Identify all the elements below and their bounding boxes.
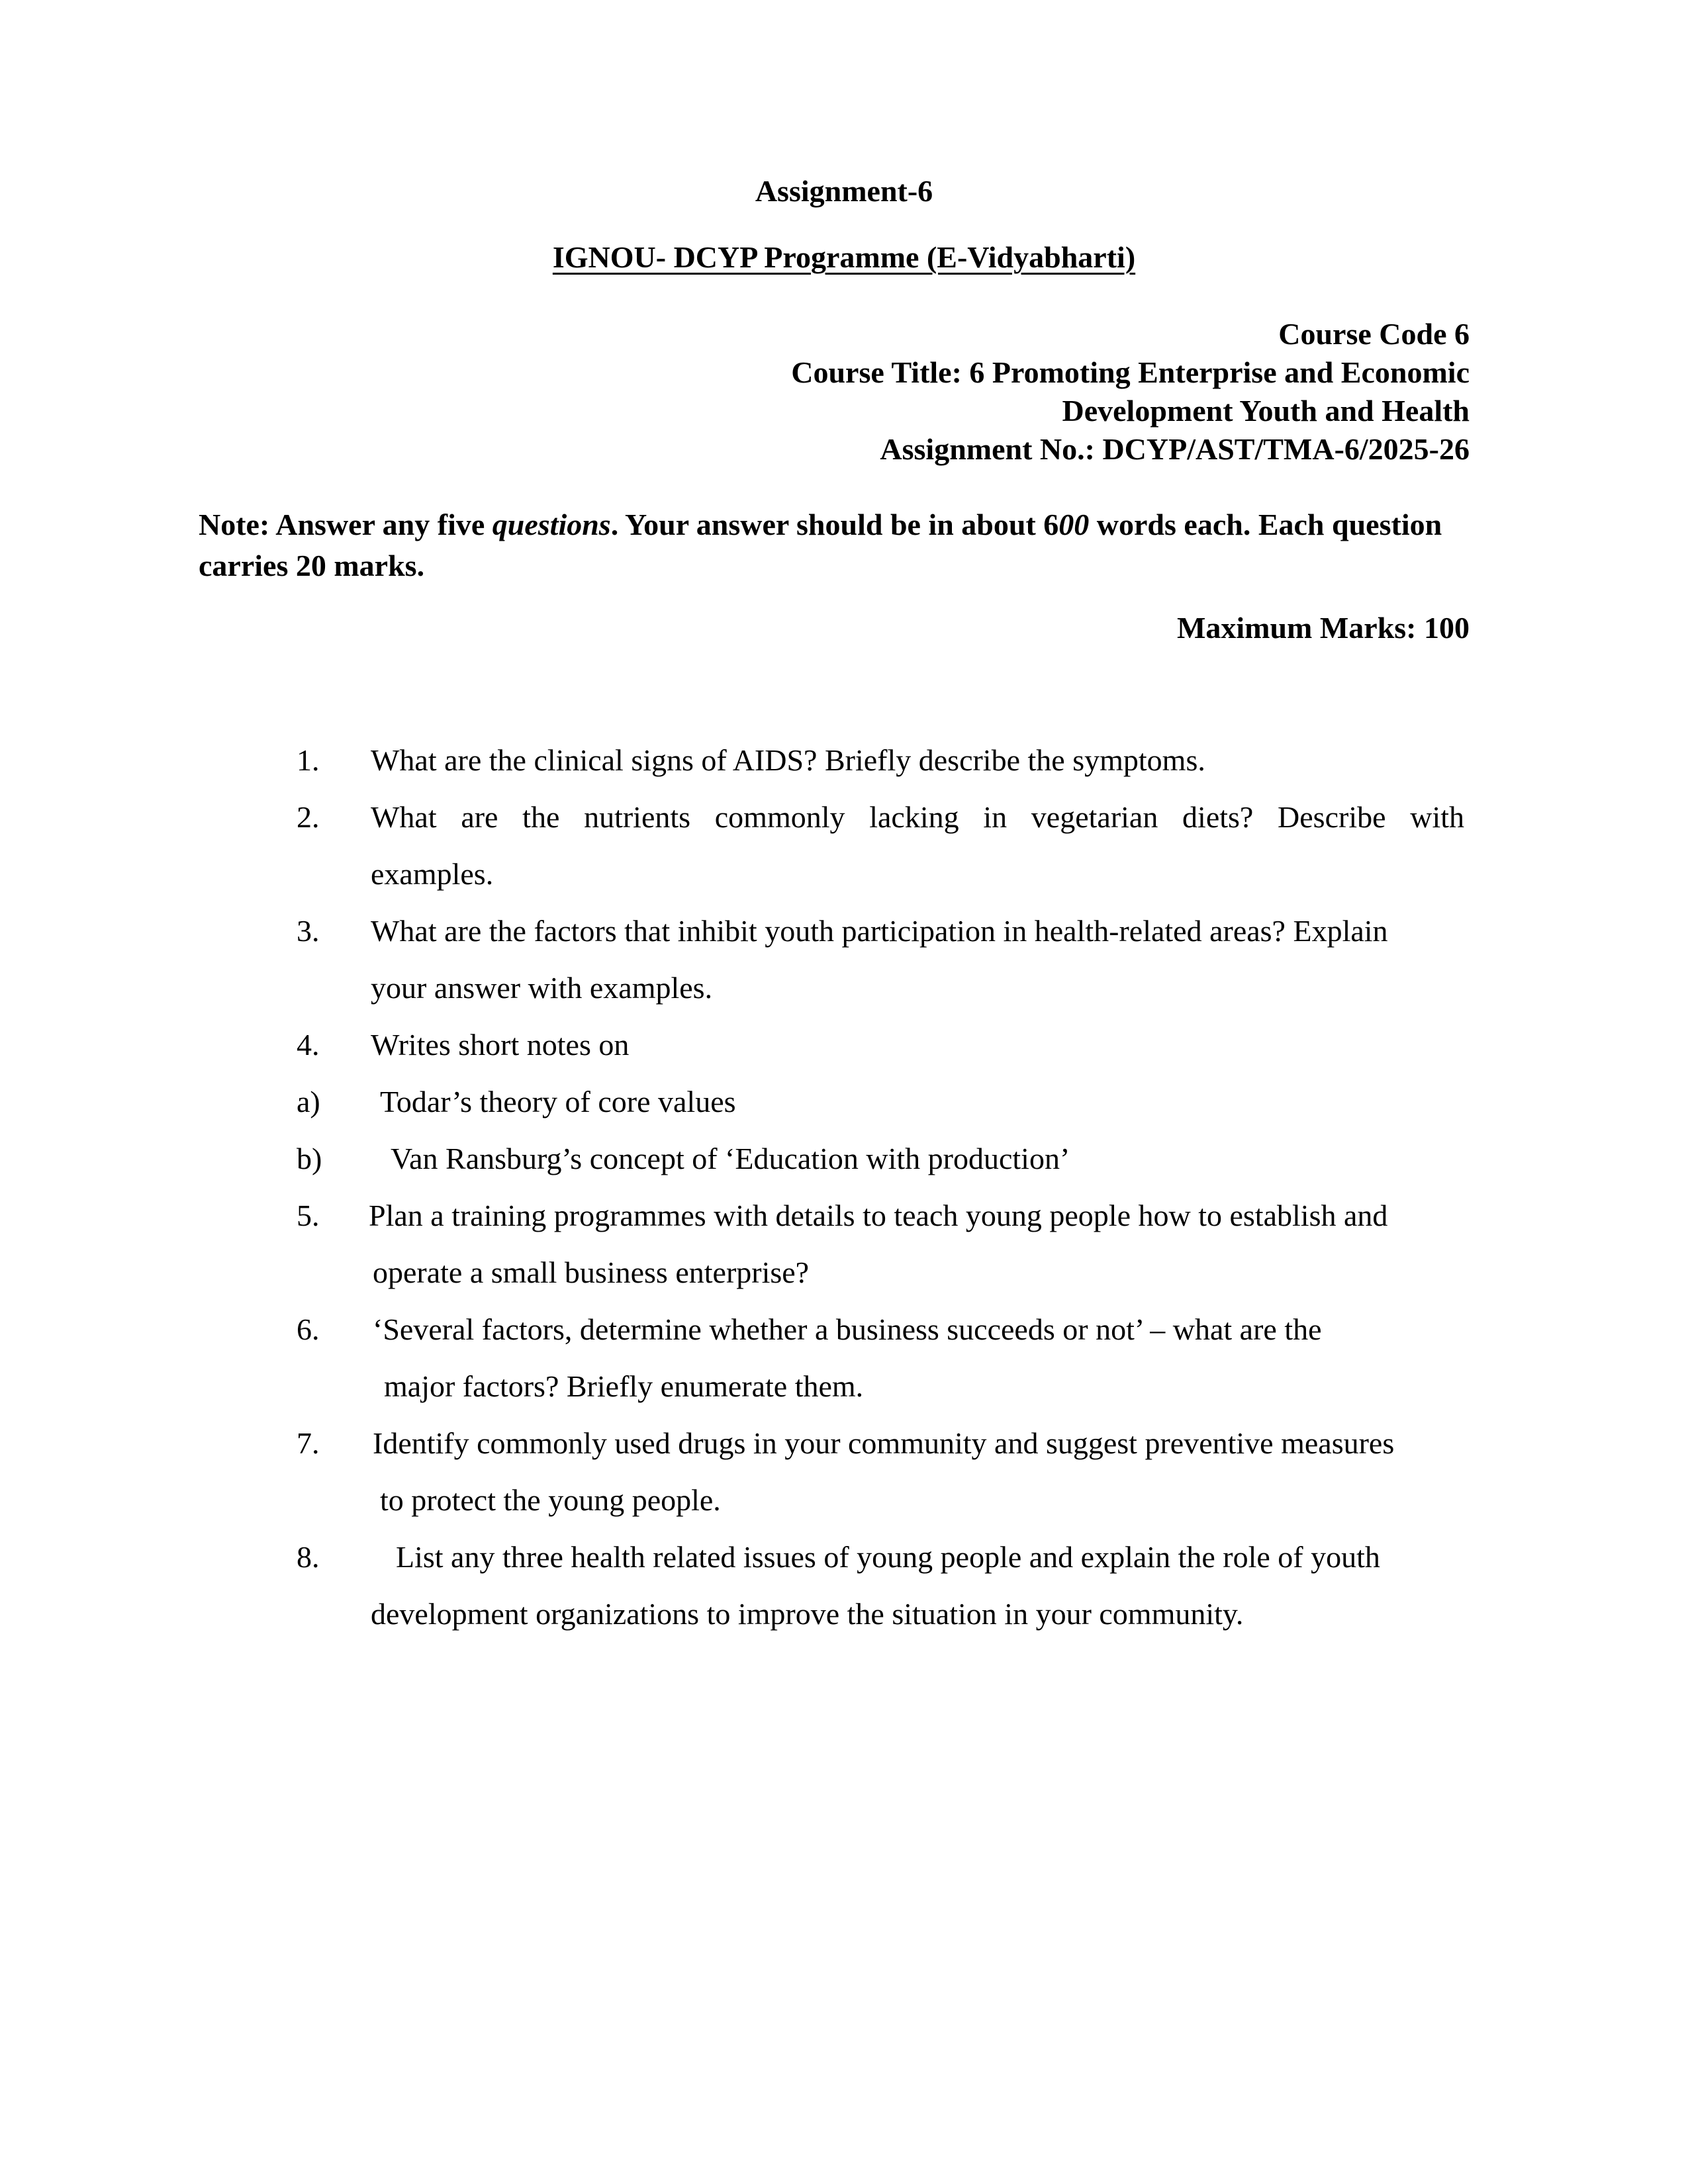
- note-suffix: words each. Each question carries 20 marks.: [199, 508, 1442, 582]
- question-8-continued: [0, 1596, 1688, 1636]
- question-text: ‘Several factors, determine whether a business succeeds or not’ – what are the: [373, 1312, 1322, 1346]
- question-text: Plan a training programmes with details to teach young people how to establish and: [369, 1199, 1388, 1232]
- question-text: your answer with examples.: [371, 971, 713, 1005]
- assignment-title: Assignment-6: [755, 174, 933, 208]
- question-7-continued: [0, 1482, 1688, 1522]
- note-italic-questions: questions: [492, 508, 611, 541]
- question-6-continued: [0, 1369, 1688, 1408]
- question-6: [0, 1312, 1688, 1351]
- question-text: examples.: [371, 857, 494, 891]
- question-text: What are the clinical signs of AIDS? Briefly describe the symptoms.: [371, 743, 1205, 777]
- question-text: operate a small business enterprise?: [373, 1255, 810, 1289]
- question-number: 3.: [297, 914, 320, 948]
- question-number: 2.: [297, 800, 320, 834]
- question-8: [0, 1539, 1688, 1579]
- question-number: b): [297, 1142, 322, 1175]
- note-prefix: Note: Answer any five: [199, 508, 492, 541]
- question-text: Todar’s theory of core values: [380, 1085, 736, 1118]
- course-code: Course Code 6: [1278, 317, 1470, 351]
- programme-title: [0, 240, 1688, 275]
- question-text: List any three health related issues of young people and explain the role of youth: [396, 1540, 1380, 1574]
- question-number: 1.: [297, 743, 320, 777]
- question-number: 8.: [297, 1540, 320, 1574]
- question-2-continued: [0, 856, 1688, 896]
- programme-title-text: IGNOU- DCYP Programme (E-Vidyabharti): [552, 240, 1136, 274]
- question-text: major factors? Briefly enumerate them.: [384, 1369, 864, 1403]
- question-number: 5.: [297, 1199, 320, 1232]
- question-5-continued: [0, 1255, 1688, 1295]
- question-text: Van Ransburg’s concept of ‘Education with production’: [391, 1142, 1070, 1175]
- course-title-line2: Development Youth and Health: [1062, 394, 1470, 428]
- question-4a: [0, 1084, 1688, 1124]
- instructions-note: [199, 504, 1470, 586]
- question-4: [0, 1027, 1688, 1067]
- assignment-number: Assignment No.: DCYP/AST/TMA-6/2025-26: [880, 432, 1470, 466]
- question-text: development organizations to improve the situation in your community.: [371, 1597, 1244, 1631]
- question-1: [0, 743, 1688, 782]
- question-text: What are the nutrients commonly lacking in vegetarian diets? Describe with: [371, 800, 1464, 834]
- question-number: 7.: [297, 1426, 320, 1460]
- question-4b: [0, 1141, 1688, 1181]
- question-3-continued: [0, 970, 1688, 1010]
- question-text: Writes short notes on: [371, 1028, 630, 1062]
- question-text: to protect the young people.: [380, 1483, 721, 1517]
- question-number: 4.: [297, 1028, 320, 1062]
- question-text: Identify commonly used drugs in your community and suggest preventive measures: [373, 1426, 1395, 1460]
- question-2: [0, 799, 1688, 839]
- maximum-marks: Maximum Marks: 100: [1176, 611, 1470, 645]
- question-text: What are the factors that inhibit youth participation in health-related areas? Explain: [371, 914, 1388, 948]
- question-number: a): [297, 1085, 320, 1118]
- question-7: [0, 1426, 1688, 1465]
- question-5: [0, 1198, 1688, 1238]
- note-mid: . Your answer should be in about 6: [610, 508, 1059, 541]
- course-title-line1: Course Title: 6 Promoting Enterprise and Economic: [791, 355, 1470, 389]
- question-number: 6.: [297, 1312, 320, 1346]
- question-3: [0, 913, 1688, 953]
- note-italic-words: 00: [1058, 508, 1090, 541]
